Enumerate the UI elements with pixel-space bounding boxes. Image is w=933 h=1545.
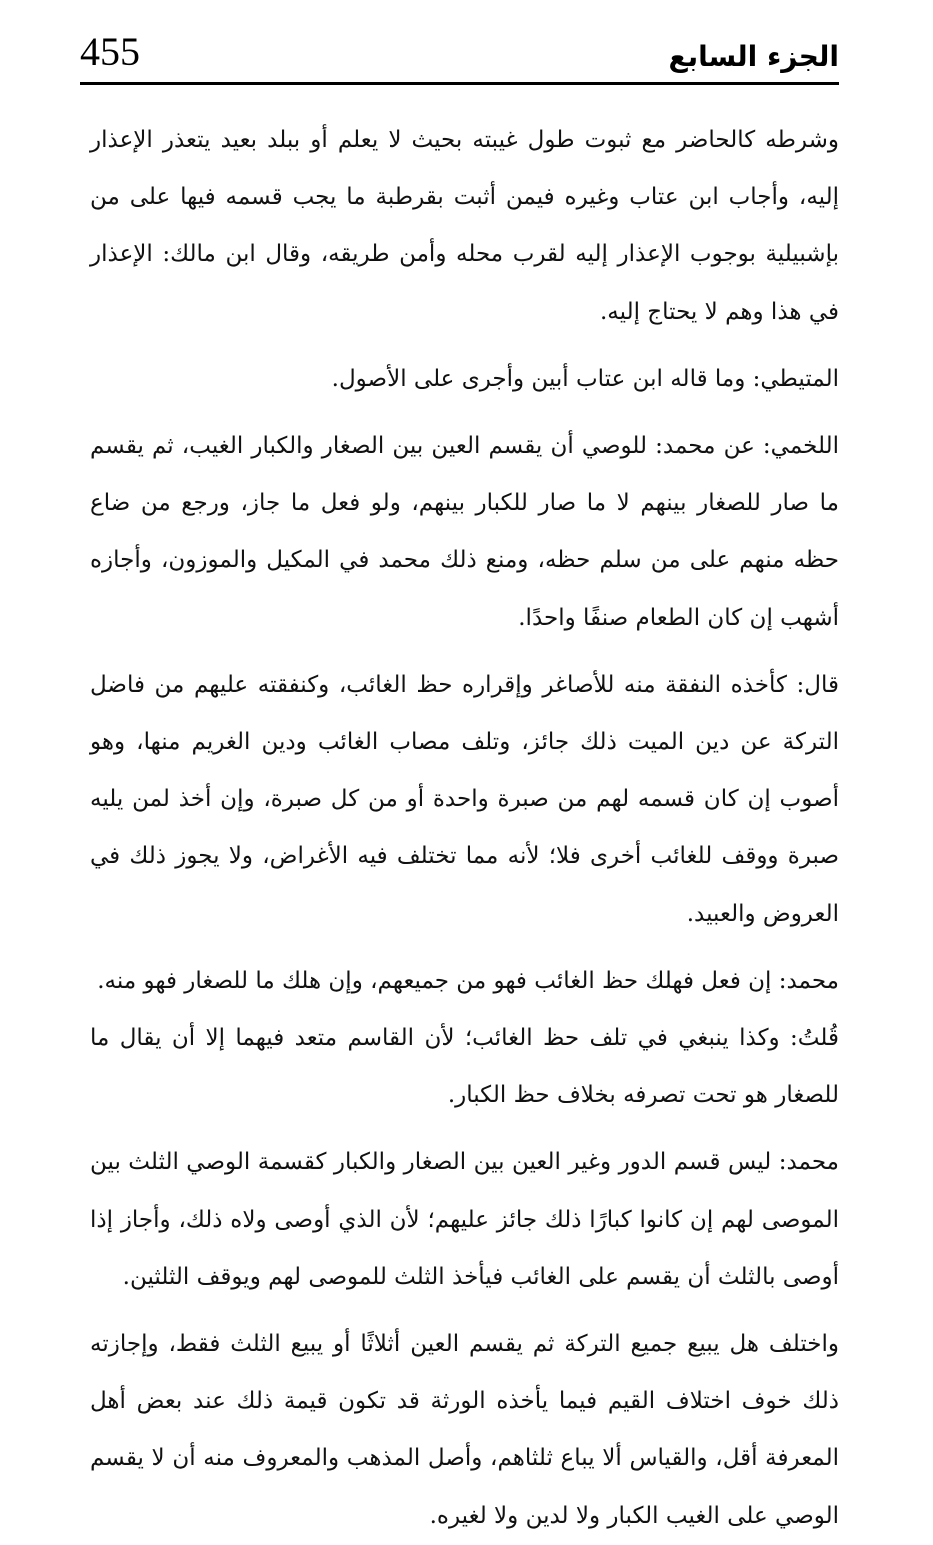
- page-number: 455: [80, 29, 140, 74]
- paragraph: قال: كأخذه النفقة منه للأصاغر وإقراره حظ الغائب، وكنفقته عليهم من فاضل التركة عن دين الميت ذلك جائز، وتلف مصاب الغائب ودين الغريم منها، وهو أصوب إن كان قسمه لهم من صبرة واحدة أو من كل صبرة، وإن أخذ لمن يليه صبرة ووقف للغائب أخرى فلا؛ لأنه مما تختلف فيه الأغراض، ولا يجوز ذلك في العروض والعبيد.: [90, 671, 839, 927]
- paragraph: وشرطه كالحاضر مع ثبوت طول غيبته بحيث لا يعلم أو ببلد بعيد يتعذر الإعذار إليه، وأجاب ابن عتاب وغيره فيمن أثبت بقرطبة ما يجب قسمه فيها على من بإشبيلية بوجوب الإعذار إليه لقرب محله وأمن طريقه، وقال ابن مالك: الإعذار في هذا وهم لا يحتاج إليه.: [90, 127, 839, 325]
- paragraph: قُلتُ: وكذا ينبغي في تلف حظ الغائب؛ لأن القاسم متعد فيهما إلا أن يقال ما للصغار هو تحت تصرفه بخلاف حظ الكبار.: [90, 1025, 839, 1109]
- main-text: [90, 112, 839, 1545]
- paragraph: واختلف هل يبيع جميع التركة ثم يقسم العين أثلاثًا أو يبيع الثلث فقط، وإجازته ذلك خوف اختلاف القيم فيما يأخذه الورثة قد تكون قيمة ذلك عند بعض أهل المعرفة أقل، والقياس ألا يباع ثلثاهم، وأصل المذهب والمعروف منه أن لا يقسم الوصي على الغيب الكبار ولا لدين ولا لغيره.: [90, 1331, 839, 1529]
- paragraph: محمد: ليس قسم الدور وغير العين بين الصغار والكبار كقسمة الوصي الثلث بين الموصى لهم إن كانوا كبارًا ذلك جائز عليهم؛ لأن الذي أوصى ولاه ذلك، وأجاز إذا أوصى بالثلث أن يقسم على الغائب فيأخذ الثلث للموصى لهم ويوقف الثلثين.: [90, 1149, 839, 1290]
- paragraph: المتيطي: وما قاله ابن عتاب أبين وأجرى على الأصول.: [331, 365, 839, 392]
- running-header-title: الجزء السابع: [668, 40, 839, 73]
- paragraph: اللخمي: عن محمد: للوصي أن يقسم العين بين الصغار والكبار الغيب، ثم يقسم ما صار للصغار بينهم لا ما صار للكبار بينهم، ولو فعل ما جاز، ورجع من ضاع حظه منهم على من سلم حظه، ومنع ذلك محمد في المكيل والموزون، وأجازه أشهب إن كان الطعام صنفًا واحدًا.: [90, 433, 839, 631]
- header-divider: [80, 82, 839, 85]
- paragraph: محمد: إن فعل فهلك حظ الغائب فهو من جميعهم، وإن هلك ما للصغار فهو منه.: [97, 967, 839, 994]
